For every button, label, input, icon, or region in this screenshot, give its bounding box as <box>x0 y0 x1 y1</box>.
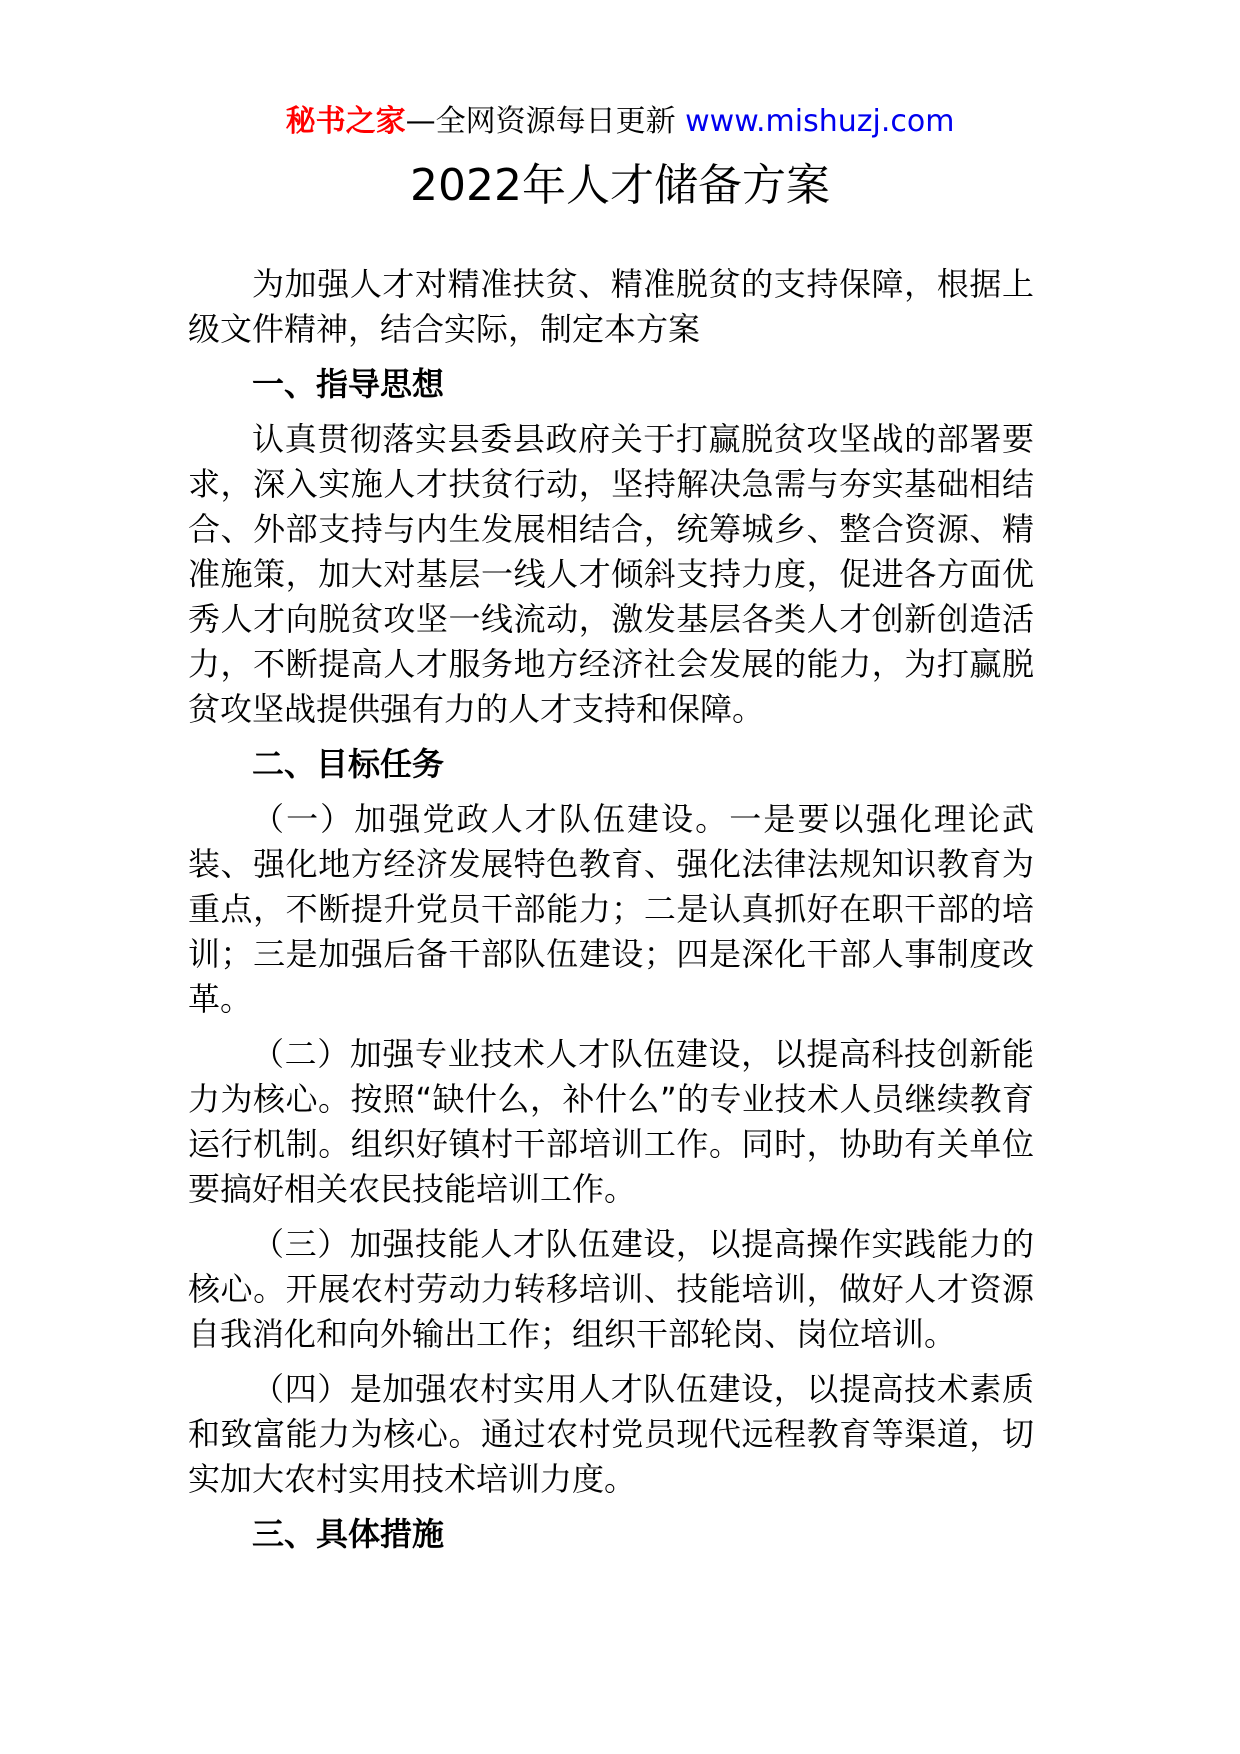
goal-item-skilled-talent: （三）加强技能人才队伍建设，以提高操作实践能力的核心。开展农村劳动力转移培训、技能培训，做好人才资源自我消化和向外输出工作；组织干部轮岗、岗位培训。 <box>188 1225 1034 1353</box>
document-title: 2022年人才储备方案 <box>410 160 830 211</box>
watermark-url[interactable]: www.mishuzj.com <box>685 104 955 139</box>
section-body-guiding-ideology: 认真贯彻落实县委县政府关于打赢脱贫攻坚战的部署要求，深入实施人才扶贫行动，坚持解决急需与夯实基础相结合、外部支持与内生发展相结合，统筹城乡、整合资源、精准施策，加大对基层一线人才倾斜支持力度，促进各方面优秀人才向脱贫攻坚一线流动，激发基层各类人才创新创造活力，不断提高人才服务地方经济社会发展的能力，为打赢脱贫攻坚战提供强有力的人才支持和保障。 <box>188 420 1034 728</box>
document-body <box>188 262 1034 1567</box>
watermark-brand: 秘书之家 <box>285 104 406 139</box>
section-heading-goals-tasks: 二、目标任务 <box>252 745 445 783</box>
goal-item-technical-talent: （二）加强专业技术人才队伍建设，以提高科技创新能力为核心。按照“缺什么，补什么”的专业技术人员继续教育运行机制。组织好镇村干部培训工作。同时，协助有关单位要搞好相关农民技能培训工作。 <box>188 1035 1034 1208</box>
watermark-tagline: —全网资源每日更新 <box>405 104 676 139</box>
section-heading-guiding-ideology: 一、指导思想 <box>252 365 445 403</box>
goal-item-rural-talent: （四）是加强农村实用人才队伍建设，以提高技术素质和致富能力为核心。通过农村党员现代远程教育等渠道，切实加大农村实用技术培训力度。 <box>188 1370 1034 1498</box>
section-heading-specific-measures: 三、具体措施 <box>252 1515 445 1553</box>
watermark-banner <box>0 102 1240 142</box>
intro-paragraph: 为加强人才对精准扶贫、精准脱贫的支持保障，根据上级文件精神，结合实际，制定本方案 <box>188 265 1034 348</box>
goal-item-party-talent: （一）加强党政人才队伍建设。一是要以强化理论武装、强化地方经济发展特色教育、强化法律法规知识教育为重点，不断提升党员干部能力；二是认真抓好在职干部的培训；三是加强后备干部队伍建设；四是深化干部人事制度改革。 <box>188 800 1034 1018</box>
